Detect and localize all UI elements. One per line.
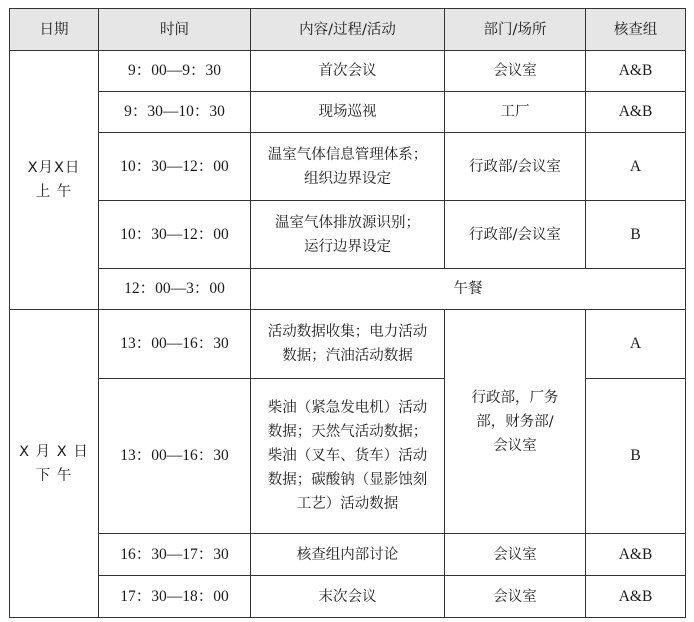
time-cell: 10：30—12：00 (99, 133, 251, 201)
time-cell: 12：00—3：00 (99, 269, 251, 310)
content-cell (251, 51, 445, 92)
group-cell: B (586, 201, 686, 269)
content-line: 柴油（叉车、货车）活动 (267, 448, 428, 464)
content-cell (251, 534, 445, 576)
dept-cell: 工厂 (445, 92, 586, 133)
content-line: 末次会议 (318, 588, 377, 605)
table-row (10, 92, 686, 133)
dept-line: 行政部，厂务 (471, 389, 559, 406)
content-line: 数据；天然气活动数据； (267, 424, 428, 440)
dept-line: 会议室 (493, 437, 537, 454)
group-cell: A&B (586, 534, 686, 576)
lunch-cell: 午餐 (251, 269, 686, 310)
dept-line: 部，财务部/ (476, 413, 554, 430)
time-cell: 13：00—16：30 (99, 310, 251, 379)
date-cell-morning (10, 51, 99, 310)
group-cell: A&B (586, 51, 686, 92)
content-line: 柴油（紧急发电机）活动 (267, 400, 428, 416)
dept-cell: 行政部/会议室 (445, 201, 586, 269)
dept-cell: 会议室 (445, 534, 586, 576)
group-cell: A (586, 310, 686, 379)
content-line: 活动数据收集；电力活动 (267, 324, 428, 340)
date-cell-afternoon (10, 310, 99, 618)
content-line: 运行边界设定 (304, 238, 391, 255)
content-line: 数据；碳酸钠（显影蚀刻 (267, 472, 428, 488)
table-row (10, 534, 686, 576)
content-cell (251, 379, 445, 534)
date-period: 下 午 (35, 467, 73, 484)
date-period: 上 午 (35, 184, 73, 200)
header-date: 日期 (10, 9, 99, 51)
content-line: 温室气体信息管理体系； (267, 146, 428, 163)
group-cell: A&B (586, 92, 686, 133)
table-row (10, 576, 686, 618)
dept-cell-shared (445, 310, 586, 534)
content-line: 现场巡视 (318, 104, 377, 120)
group-cell: B (586, 379, 686, 534)
content-line: 组织边界设定 (304, 170, 391, 187)
header-time: 时间 (99, 9, 251, 51)
content-cell (251, 92, 445, 133)
time-cell: 9：00—9：30 (99, 51, 251, 92)
table-row (10, 310, 686, 379)
group-cell: A (586, 133, 686, 201)
header-dept: 部门/场所 (445, 9, 586, 51)
time-cell: 9：30—10：30 (99, 92, 251, 133)
table-row-lunch (10, 269, 686, 310)
header-group: 核查组 (586, 9, 686, 51)
table-body (10, 51, 686, 618)
content-line: 温室气体排放源识别； (275, 214, 420, 231)
content-line: 工艺）活动数据 (296, 496, 399, 512)
content-cell (251, 310, 445, 379)
table-row (10, 201, 686, 269)
time-cell: 13：00—16：30 (99, 379, 251, 534)
dept-cell: 行政部/会议室 (445, 133, 586, 201)
group-cell: A&B (586, 576, 686, 618)
content-cell (251, 201, 445, 269)
content-line: 首次会议 (318, 63, 377, 79)
table-row (10, 51, 686, 92)
dept-cell: 会议室 (445, 576, 586, 618)
time-cell: 10：30—12：00 (99, 201, 251, 269)
schedule-table (9, 8, 686, 618)
dept-cell: 会议室 (445, 51, 586, 92)
time-cell: 16：30—17：30 (99, 534, 251, 576)
date-line: X 月 X 日 (19, 443, 89, 460)
header-content: 内容/过程/活动 (251, 9, 445, 51)
content-line: 核查组内部讨论 (296, 546, 399, 563)
time-cell: 17：30—18：00 (99, 576, 251, 618)
table-header (10, 9, 686, 51)
content-line: 数据；汽油活动数据 (282, 348, 413, 364)
content-cell (251, 133, 445, 201)
table-row (10, 133, 686, 201)
header-row (10, 9, 686, 51)
date-line: X月X日 (27, 160, 81, 176)
content-cell (251, 576, 445, 618)
